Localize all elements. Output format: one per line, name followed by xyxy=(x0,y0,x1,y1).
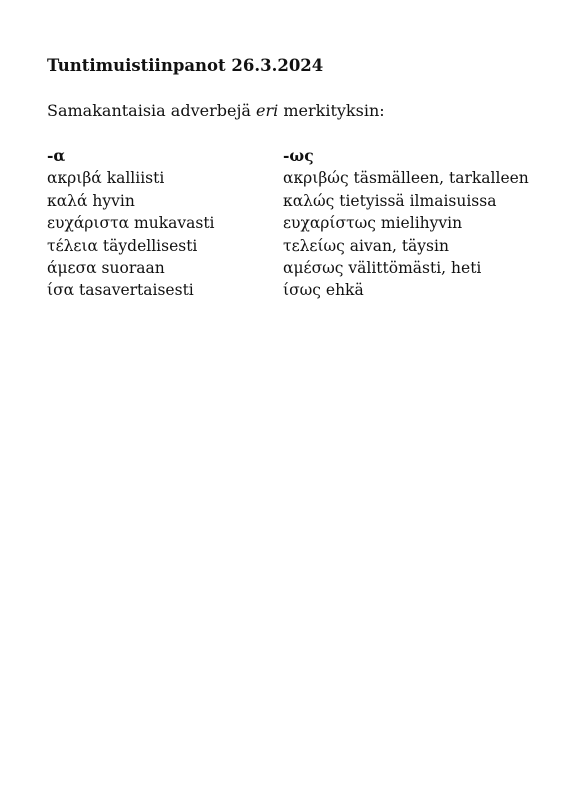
adverb-entry: ακριβά kalliisti xyxy=(47,169,165,188)
adverb-entry: αμέσως välittömästi, heti xyxy=(283,259,482,278)
adverb-entry: ευχάριστα mukavasti xyxy=(47,214,215,233)
adverb-entry: ίσα tasavertaisesti xyxy=(47,281,194,300)
adverb-entry: ευχαρίστως mielihyvin xyxy=(283,214,463,233)
intro-text xyxy=(47,101,385,120)
adverb-entry: τέλεια täydellisesti xyxy=(47,236,198,255)
adverb-column-omega-sigma xyxy=(283,145,529,302)
intro-text-before: Samakantaisia adverbejä xyxy=(47,101,257,120)
adverb-entry: καλά hyvin xyxy=(47,191,135,210)
adverb-entry: ακριβώς täsmälleen, tarkalleen xyxy=(283,169,529,188)
adverb-entry: καλώς tietyissä ilmaisuissa xyxy=(283,191,497,210)
adverb-column-alpha xyxy=(47,145,215,302)
column-header-alpha: -α xyxy=(47,146,66,165)
intro-emphasis: eri xyxy=(256,101,279,120)
page-title: Tuntimuistiinpanot 26.3.2024 xyxy=(47,56,324,75)
adverb-entry: τελείως aivan, täysin xyxy=(283,236,449,255)
adverb-entry: ίσως ehkä xyxy=(283,281,364,300)
column-header-omega-sigma: -ως xyxy=(283,146,314,165)
intro-text-after: merkityksin: xyxy=(278,101,385,120)
adverb-entry: άμεσα suoraan xyxy=(47,259,165,278)
